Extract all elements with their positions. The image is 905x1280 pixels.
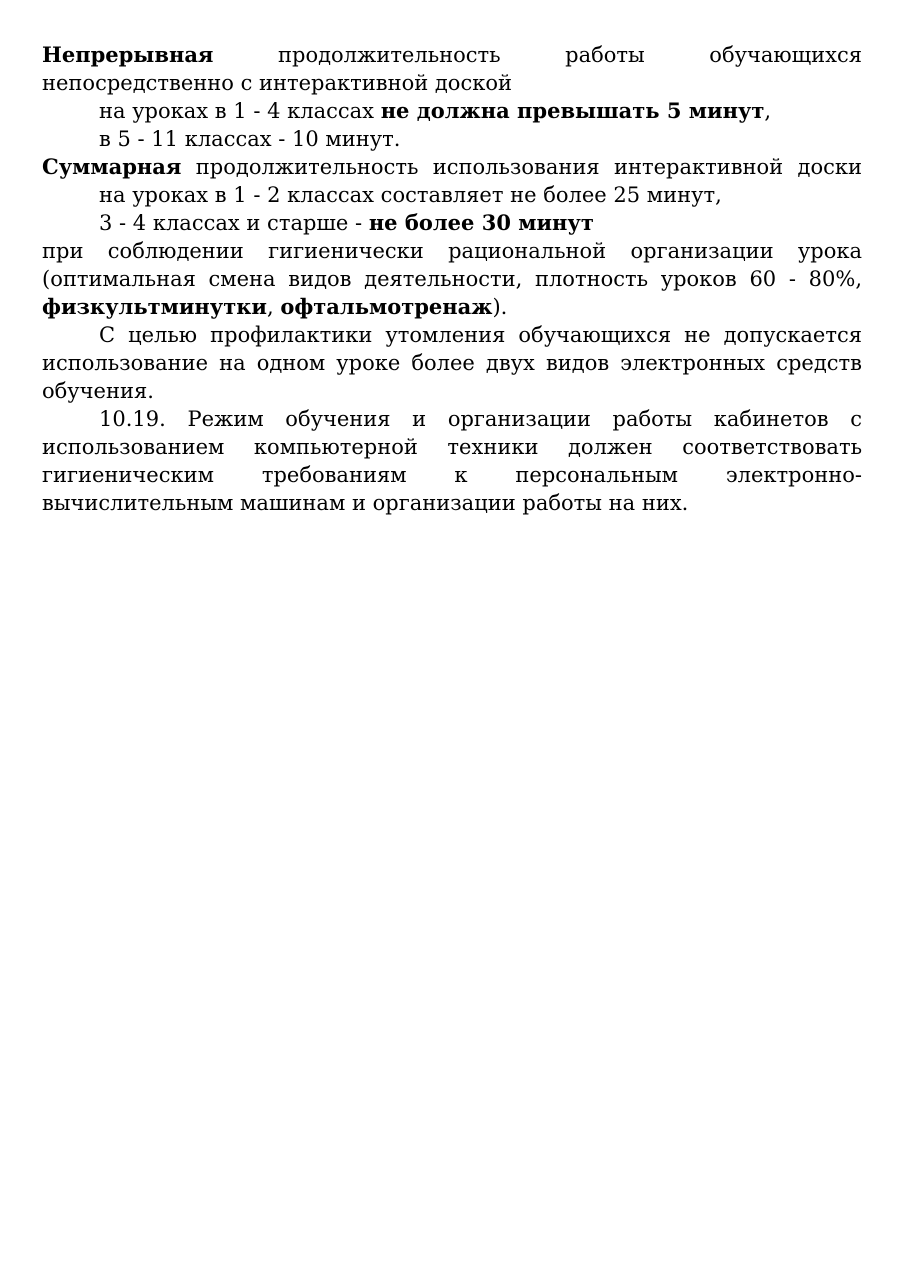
text-line bbox=[42, 97, 862, 125]
text-line bbox=[42, 181, 862, 209]
text-line bbox=[42, 69, 862, 97]
text-line bbox=[42, 405, 862, 433]
text-line bbox=[42, 125, 862, 153]
regular-text: гигиеническим требованиям к персональным электронно- bbox=[42, 463, 862, 487]
regular-text: при соблюдении гигиенически рациональной организации урока bbox=[42, 239, 862, 263]
document-page bbox=[0, 0, 905, 517]
text-line bbox=[42, 321, 862, 349]
bold-text: Непрерывная bbox=[42, 42, 214, 67]
regular-text: в 5 - 11 классах - 10 минут. bbox=[99, 127, 401, 151]
regular-text: ). bbox=[492, 295, 508, 319]
regular-text: непосредственно с интерактивной доской bbox=[42, 71, 512, 95]
text-line bbox=[42, 237, 862, 265]
regular-text: , bbox=[764, 99, 772, 123]
regular-text: вычислительным машинам и организации работы на них. bbox=[42, 491, 689, 515]
regular-text: использованием компьютерной техники должен соответствовать bbox=[42, 435, 862, 459]
regular-text: С целью профилактики утомления обучающихся не допускается bbox=[99, 323, 862, 347]
text-line bbox=[42, 293, 862, 321]
text-line bbox=[42, 377, 862, 405]
regular-text: на уроках в 1 - 2 классах составляет не более 25 минут, bbox=[99, 183, 722, 207]
regular-text: 3 - 4 классах и старше - bbox=[99, 211, 369, 235]
regular-text: продолжительность работы обучающихся bbox=[213, 43, 862, 67]
bold-text: офтальмотренаж bbox=[280, 294, 493, 319]
regular-text: (оптимальная смена видов деятельности, плотность уроков 60 - 80%, bbox=[42, 267, 862, 291]
bold-text: не более 30 минут bbox=[368, 210, 594, 235]
document-body bbox=[42, 41, 862, 517]
regular-text: продолжительность использования интерактивной доски bbox=[181, 155, 862, 179]
text-line bbox=[42, 461, 862, 489]
text-line bbox=[42, 41, 862, 69]
regular-text: обучения. bbox=[42, 379, 154, 403]
bold-text: не должна превышать 5 минут bbox=[380, 98, 765, 123]
regular-text: , bbox=[266, 295, 281, 319]
bold-text: Суммарная bbox=[42, 154, 182, 179]
regular-text: использование на одном уроке более двух видов электронных средств bbox=[42, 351, 862, 375]
bold-text: физкультминутки bbox=[42, 294, 267, 319]
text-line bbox=[42, 153, 862, 181]
text-line bbox=[42, 265, 862, 293]
text-line bbox=[42, 489, 862, 517]
regular-text: 10.19. Режим обучения и организации работы кабинетов с bbox=[99, 407, 862, 431]
text-line bbox=[42, 433, 862, 461]
regular-text: на уроках в 1 - 4 классах bbox=[99, 99, 381, 123]
text-line bbox=[42, 349, 862, 377]
text-line bbox=[42, 209, 862, 237]
